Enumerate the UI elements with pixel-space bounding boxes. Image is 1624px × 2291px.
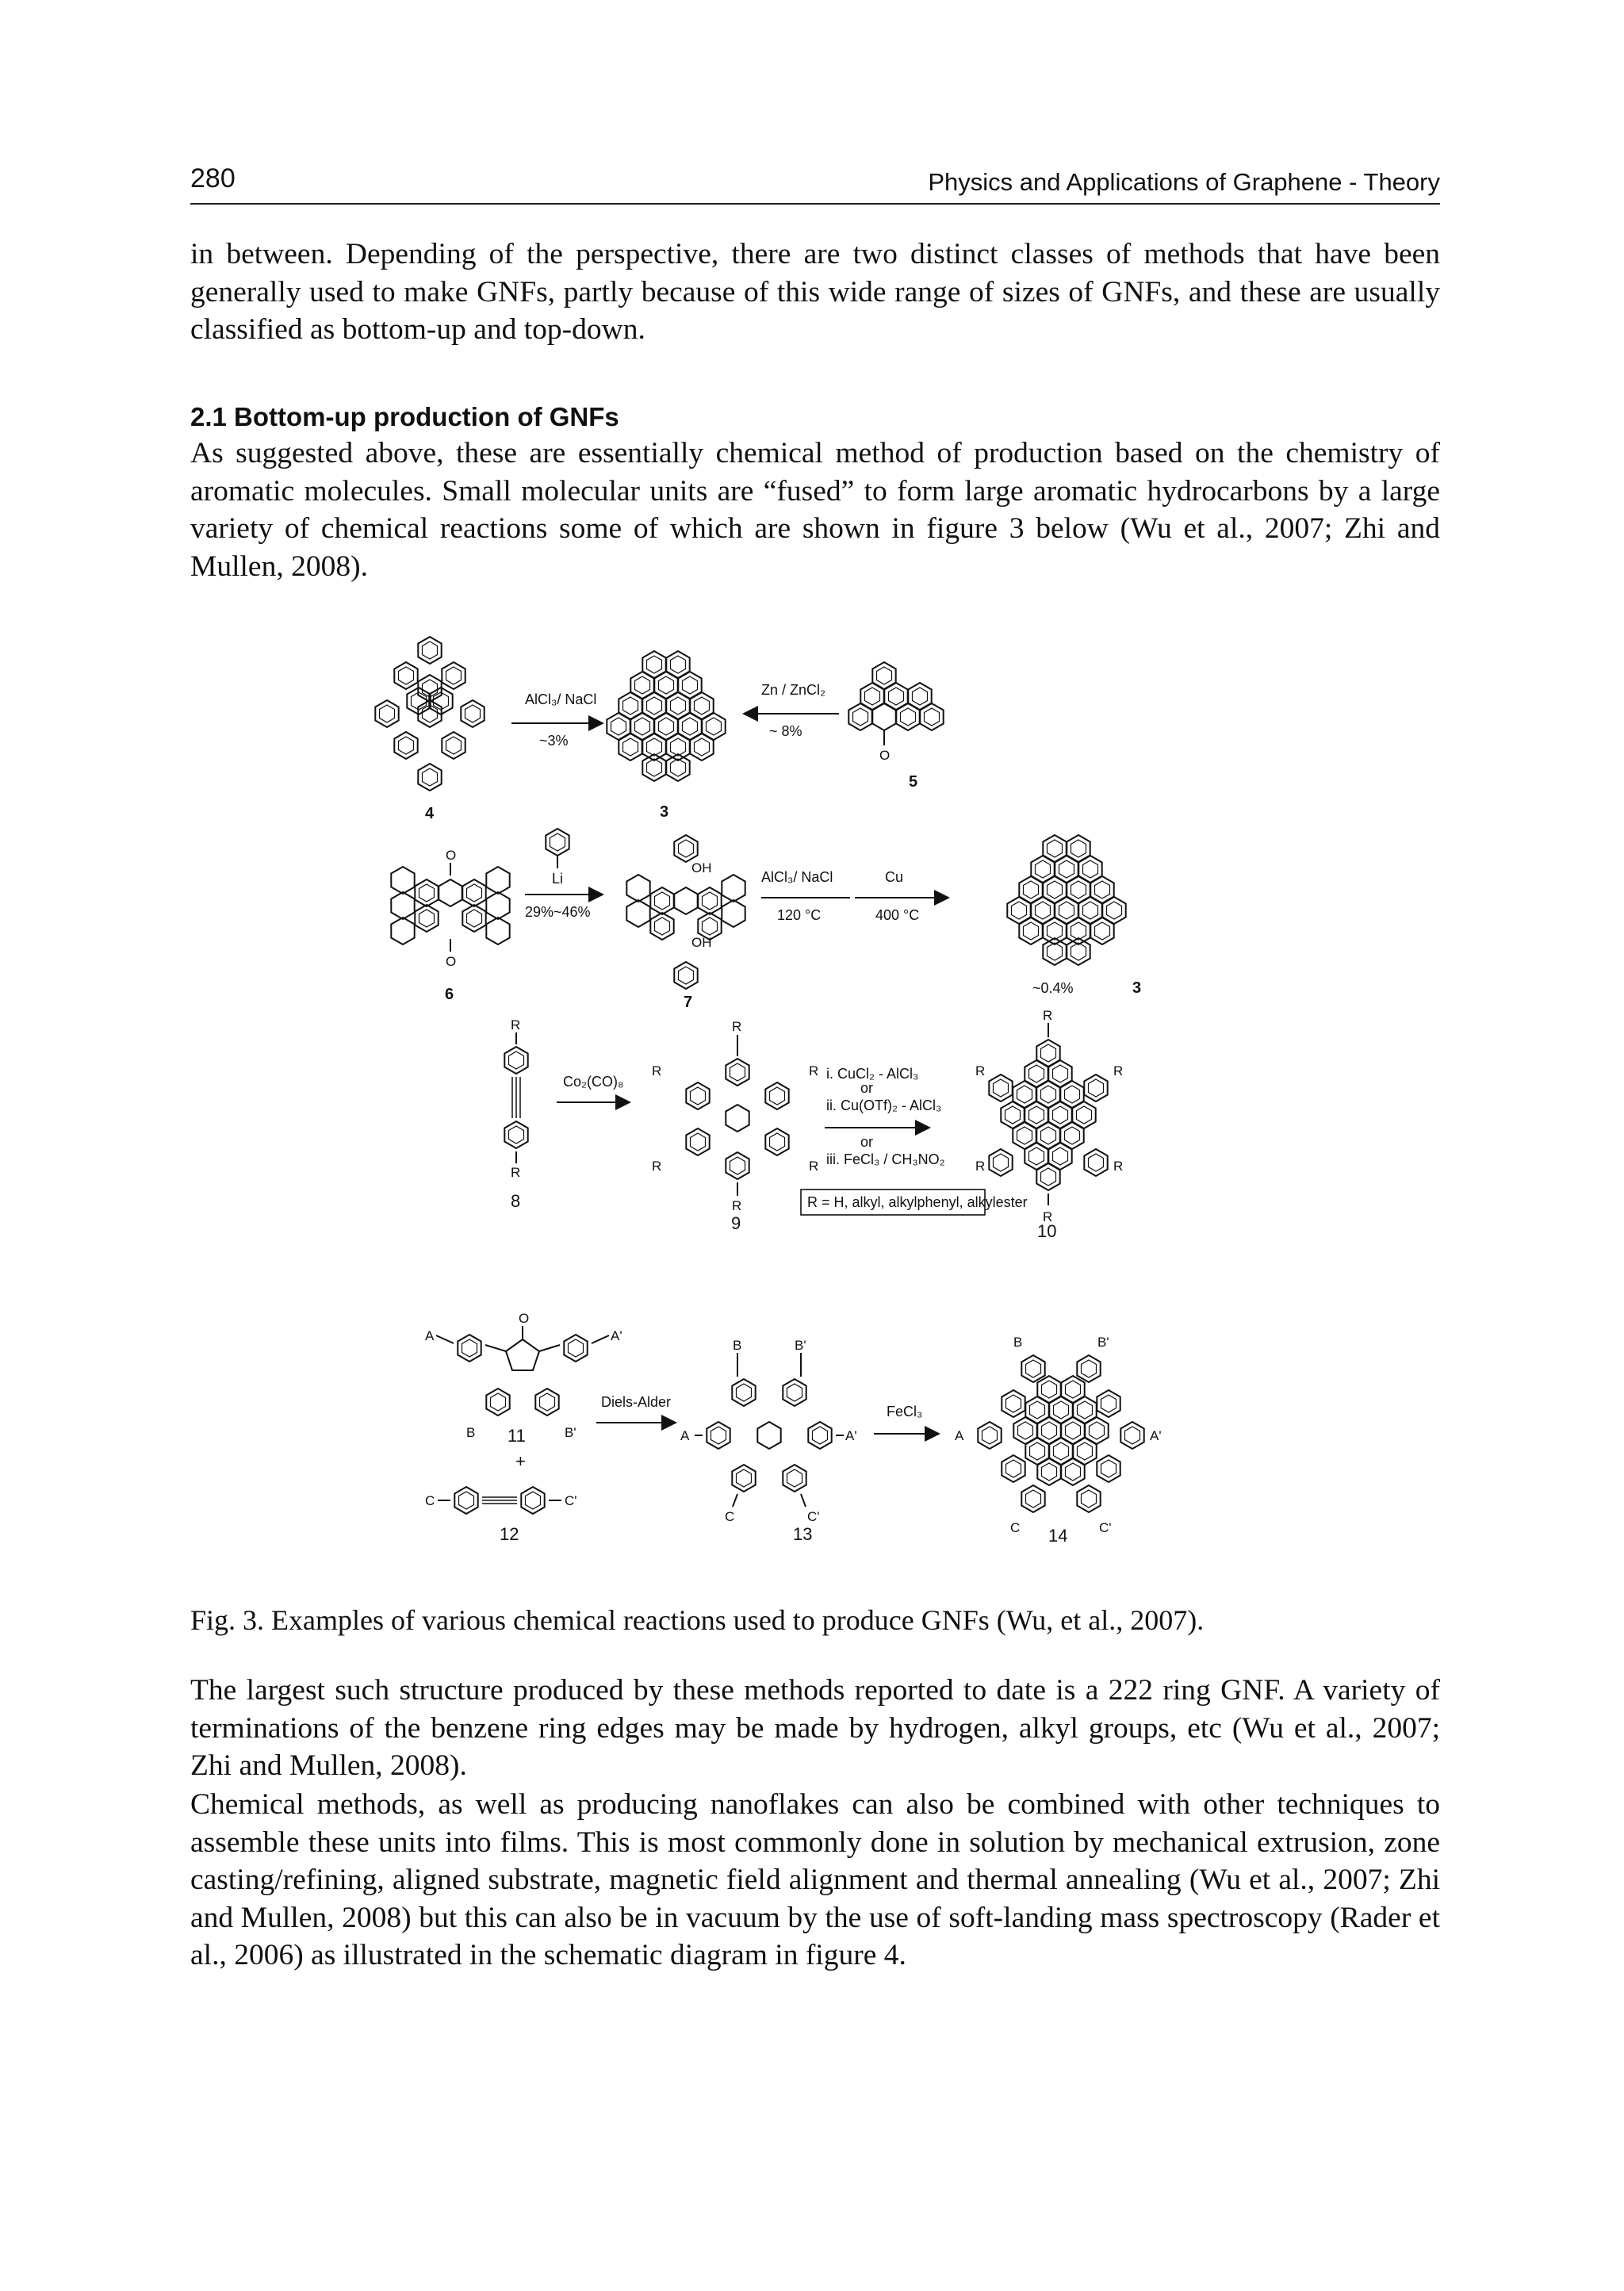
reagent-cu: Cu [885, 869, 904, 885]
oxygen-5: O [879, 748, 891, 763]
b-prime-11: B' [565, 1425, 576, 1440]
plus-sign: + [515, 1451, 526, 1471]
paragraph-intro: in between. Depending of the perspective, there are two distinct classes of methods that have been generally used to make GNFs, partly because of this wide range of sizes of GNFs, and these are usually classified as bottom-up and top-down. [190, 238, 1440, 346]
r-10-lower-right: R [1113, 1159, 1124, 1174]
compound-6-label: 6 [445, 986, 454, 1003]
r-10-upper-right: R [1113, 1063, 1124, 1078]
a-prime-14: A' [1150, 1428, 1162, 1443]
oxygen-11: O [519, 1311, 530, 1326]
compound-10-label: 10 [1037, 1221, 1057, 1241]
phenyl-lithium-reagent [546, 829, 569, 868]
reagent-zn-zncl2: Zn / ZnCl₂ [761, 682, 825, 698]
c-prime-13: C' [807, 1509, 820, 1524]
molecule-14 [978, 1355, 1143, 1512]
section-heading: 2.1 Bottom-up production of GNFs [190, 402, 619, 431]
a-14: A [955, 1428, 964, 1443]
molecule-9 [686, 1035, 788, 1196]
r-8-bottom: R [511, 1165, 521, 1180]
molecule-11 [436, 1326, 609, 1416]
c-13: C [725, 1509, 735, 1524]
compound-13-label: 13 [793, 1524, 813, 1544]
a-13: A [680, 1428, 690, 1443]
temp-400c: 400 °C [875, 907, 920, 923]
oxygen-6-bottom: O [446, 954, 457, 969]
a-11: A [425, 1328, 435, 1343]
molecule-12 [438, 1487, 561, 1514]
r-9-top: R [732, 1019, 742, 1034]
page-header [190, 163, 1440, 205]
yield-8pct: ~ 8% [769, 723, 802, 739]
b-11: B [466, 1425, 476, 1440]
r-9-bottom: R [732, 1198, 742, 1213]
r-9-upper-right: R [809, 1063, 819, 1078]
oh-7-top: OH [691, 860, 712, 875]
reagent-co2co8: Co₂(CO)₈ [563, 1074, 624, 1090]
reagent-alcl3-nacl-2: AlCl₃/ NaCl [761, 869, 833, 885]
yield-3pct: ~3% [539, 733, 569, 749]
yield-0-4pct: ~0.4% [1032, 980, 1074, 996]
compound-12-label: 12 [500, 1524, 519, 1544]
oh-7-bottom: OH [691, 935, 712, 950]
r-10-bottom: R [1043, 1209, 1053, 1224]
condition-fecl3: iii. FeCl₃ / CH₃NO₂ [826, 1151, 945, 1167]
c-12: C [425, 1493, 435, 1508]
molecule-3-top [607, 651, 725, 781]
b-prime-13: B' [795, 1338, 806, 1353]
r-10-lower-left: R [975, 1159, 986, 1174]
figure-caption: Fig. 3. Examples of various chemical reactions used to produce GNFs (Wu, et al., 2007). [190, 1604, 1205, 1636]
r-10-upper-left: R [975, 1063, 986, 1078]
figure-3 [349, 603, 1277, 1610]
compound-11-label: 11 [508, 1426, 526, 1446]
compound-7-label: 7 [684, 994, 693, 1011]
compound-5-label: 5 [909, 773, 918, 791]
condition-cucl2: i. CuCl₂ - AlCl₃ [826, 1066, 919, 1082]
temp-120c: 120 °C [777, 907, 822, 923]
compound-9-label: 9 [731, 1213, 741, 1233]
molecule-5 [848, 662, 943, 745]
page-number: 280 [190, 163, 236, 193]
running-title: Physics and Applications of Graphene - Theory [928, 168, 1440, 196]
c-prime-12: C' [565, 1493, 577, 1508]
molecule-4 [375, 637, 484, 791]
paragraph-largest-structure: The largest such structure produced by these methods reported to date is a 222 ring GNF. A variety of terminations of the benzene ring edges may be made by hydrogen, alkyl groups, etc (Wu et al., 2007; Zhi and Mullen, 2008). [190, 1674, 1440, 1782]
reagent-fecl3: FeCl₃ [887, 1404, 923, 1419]
c-prime-14: C' [1099, 1520, 1112, 1535]
reagent-li: Li [552, 871, 564, 887]
oxygen-6-top: O [446, 848, 457, 863]
molecule-6 [391, 863, 509, 952]
r-9-lower-right: R [809, 1159, 819, 1174]
molecule-13 [695, 1353, 844, 1507]
b-prime-14: B' [1097, 1335, 1109, 1350]
reaction-schemes [349, 603, 1277, 1610]
a-prime-11: A' [611, 1328, 622, 1343]
compound-3-label-top: 3 [660, 803, 669, 821]
reagent-diels-alder: Diels-Alder [601, 1394, 672, 1410]
r-10-top: R [1043, 1008, 1053, 1023]
condition-or-2: or [860, 1134, 874, 1150]
molecule-8 [504, 1032, 527, 1163]
compound-14-label: 14 [1048, 1526, 1068, 1546]
r-9-lower-left: R [652, 1159, 662, 1174]
condition-or-1: or [860, 1080, 874, 1096]
compound-8-label: 8 [511, 1191, 521, 1211]
reagent-alcl3-nacl: AlCl₃/ NaCl [525, 692, 597, 707]
molecule-10 [989, 1023, 1107, 1205]
b-13: B [733, 1338, 742, 1353]
r-8-top: R [511, 1017, 521, 1032]
molecule-7 [626, 835, 745, 989]
yield-29-46pct: 29%~46% [525, 904, 591, 920]
r-definition: R = H, alkyl, alkylphenyl, alkylester [807, 1194, 1028, 1210]
condition-cuotf: ii. Cu(OTf)₂ - AlCl₃ [826, 1098, 942, 1113]
compound-3-label-middle: 3 [1132, 979, 1142, 997]
compound-4-label: 4 [425, 805, 435, 822]
r-9-upper-left: R [652, 1063, 662, 1078]
b-14: B [1013, 1335, 1023, 1350]
molecule-3-middle [1007, 835, 1125, 965]
a-prime-13: A' [845, 1428, 857, 1443]
c-14: C [1010, 1520, 1021, 1535]
paragraph-chemical-methods: Chemical methods, as well as producing nanoflakes can also be combined with other techniques to assemble these units into films. This is most commonly done in solution by mechanical extrusion, zone casting/refining, aligned substrate, magnetic field alignment and thermal annealing (Wu et al., 2007; Zhi and Mullen, 2008) but this can also be in vacuum by the use of soft-landing mass spectroscopy (Rader et al., 2006) as illustrated in the schematic diagram in figure 4. [190, 1788, 1440, 1971]
paragraph-bottom-up: As suggested above, these are essentially chemical method of production based on the chemistry of aromatic molecules. Small molecular units are “fused” to form large aromatic hydrocarbons by a large variety of chemical reactions some of which are shown in figure 3 below (Wu et al., 2007; Zhi and Mullen, 2008). [190, 437, 1440, 583]
